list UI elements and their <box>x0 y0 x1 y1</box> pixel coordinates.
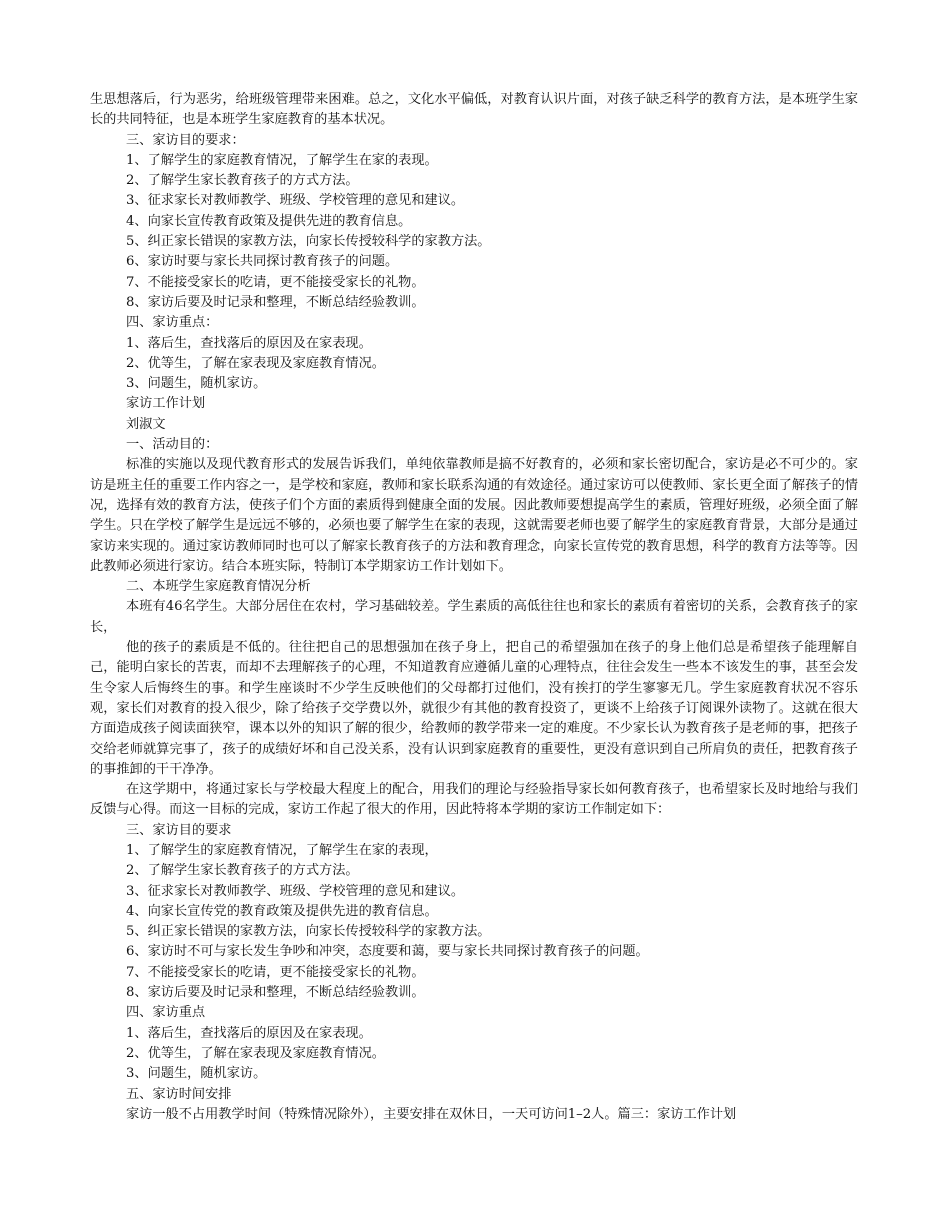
list-item: 6、家访时要与家长共同探讨教育孩子的问题。 <box>126 254 399 270</box>
list-item: 3、征求家长对教师教学、班级、学校管理的意见和建议。 <box>126 193 465 209</box>
author-name: 刘淑文 <box>126 416 166 432</box>
list-item: 3、问题生，随机家访。 <box>126 1066 267 1082</box>
list-item: 6、家访时不可与家长发生争吵和冲突，态度要和蔼，要与家长共同探讨教育孩子的问题。 <box>126 944 649 960</box>
list-item: 8、家访后要及时记录和整理，不断总结经验教训。 <box>126 985 425 1001</box>
list-item: 3、问题生，随机家访。 <box>126 376 267 392</box>
list-item: 3、征求家长对教师教学、班级、学校管理的意见和建议。 <box>126 883 465 899</box>
section-heading: 四、家访重点 <box>126 1005 206 1021</box>
list-item: 2、了解学生家长教育孩子的方式方法。 <box>126 863 359 879</box>
section-heading: 四、家访重点： <box>126 315 219 331</box>
section-heading: 一、活动目的： <box>126 437 219 453</box>
list-item: 1、了解学生的家庭教育情况，了解学生在家的表现。 <box>126 152 438 168</box>
document-body <box>90 90 858 1125</box>
list-item: 2、优等生，了解在家表现及家庭教育情况。 <box>126 1045 385 1061</box>
paragraph: 标准的实施以及现代教育形式的发展告诉我们，单纯依靠教师是搞不好教育的，必须和家长密切配合，家访是必不可少的。家访是班主任的重要工作内容之一，是学校和家庭，教师和家长联系沟通的有效途径。通过家访可以使教师、家长更全面了解孩子的情况，选择有效的教育方法，使孩子们个方面的素质得到健康全面的发展。因此教师要想提高学生的素质，管理好班级，必须全面了解学生。只在学校了解学生是远远不够的，必须也要了解学生在家的表现，这就需要老师也要了解学生的家庭教育背景，大部分是通过家访来实现的。通过家访教师同时也可以了解家长教育孩子的方法和教育理念，向家长宣传党的教育思想，科学的教育方法等等。因此教师必须进行家访。结合本班实际，特制订本学期家访工作计划如下。 <box>90 457 858 574</box>
list-item: 5、纠正家长错误的家教方法，向家长传授较科学的家教方法。 <box>126 234 491 250</box>
paragraph: 生思想落后，行为恶劣，给班级管理带来困难。总之，文化水平偏低，对教育认识片面，对孩子缺乏科学的教育方法，是本班学生家长的共同特征，也是本班学生家庭教育的基本状况。 <box>90 92 858 128</box>
list-item: 4、向家长宣传党的教育政策及提供先进的教育信息。 <box>126 903 438 919</box>
list-item: 2、优等生，了解在家表现及家庭教育情况。 <box>126 355 385 371</box>
paragraph: 家访一般不占用教学时间（特殊情况除外），主要安排在双休日，一天可访问1–2人。篇三：家访工作计划 <box>126 1106 737 1122</box>
section-heading: 二、本班学生家庭教育情况分析 <box>126 579 311 595</box>
list-item: 7、不能接受家长的吃请，更不能接受家长的礼物。 <box>126 274 425 290</box>
list-item: 1、落后生，查找落后的原因及在家表现。 <box>126 335 372 351</box>
list-item: 1、落后生，查找落后的原因及在家表现。 <box>126 1025 372 1041</box>
paragraph: 他的孩子的素质是不低的。往往把自己的思想强加在孩子身上，把自己的希望强加在孩子的身上他们总是希望孩子能理解自己，能明白家长的苦衷，而却不去理解孩子的心理，不知道教育应遵循儿童的心理特点，往往会发生一些本不该发生的事，甚至会发生令家人后悔终生的事。和学生座谈时不少学生反映他们的父母都打过他们，没有挨打的学生寥寥无几。学生家庭教育状况不容乐观，家长们对教育的投入很少，除了给孩子交学费以外，就很少有其他的教育投资了，更谈不上给孩子订阅课外读物了。这就在很大方面造成孩子阅读面狭窄，课本以外的知识了解的很少，给教师的教学带来一定的难度。不少家长认为教育孩子是老师的事，把孩子交给老师就算完事了，孩子的成绩好坏和自己没关系，没有认识到家庭教育的重要性，更没有意识到自己所肩负的责任，把教育孩子的事推卸的干干净净。 <box>90 640 858 777</box>
list-item: 4、向家长宣传教育政策及提供先进的教育信息。 <box>126 213 412 229</box>
section-heading: 五、家访时间安排 <box>126 1086 232 1102</box>
paragraph: 在这学期中，将通过家长与学校最大程度上的配合，用我们的理论与经验指导家长如何教育孩子，也希望家长及时地给与我们反馈与心得。而这一目标的完成，家访工作起了很大的作用，因此特将本学期的家访工作制定如下： <box>90 782 858 818</box>
list-item: 5、纠正家长错误的家教方法，向家长传授较科学的家教方法。 <box>126 924 491 940</box>
document-title: 家访工作计划 <box>126 396 206 412</box>
section-heading: 三、家访目的要求： <box>126 132 245 148</box>
list-item: 1、了解学生的家庭教育情况，了解学生在家的表现， <box>126 842 438 858</box>
list-item: 8、家访后要及时记录和整理，不断总结经验教训。 <box>126 294 425 310</box>
paragraph: 本班有46名学生。大部分居住在农村，学习基础较差。学生素质的高低往往也和家长的素质有着密切的关系，会教育孩子的家长， <box>90 599 858 635</box>
list-item: 7、不能接受家长的吃请，更不能接受家长的礼物。 <box>126 964 425 980</box>
section-heading: 三、家访目的要求 <box>126 822 232 838</box>
list-item: 2、了解学生家长教育孩子的方式方法。 <box>126 173 359 189</box>
